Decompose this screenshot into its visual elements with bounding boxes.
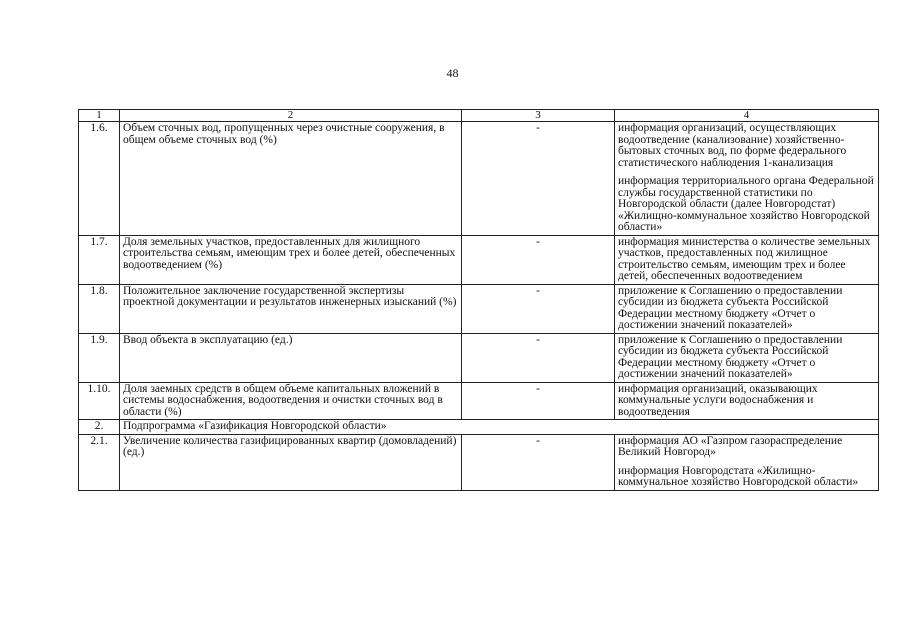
- indicator-text: Положительное заключение государственной экспертизы проектной документации и результатов инженерных изысканий (%): [120, 284, 462, 333]
- source-cell: [615, 235, 879, 284]
- table-row: [79, 333, 879, 382]
- base-value: -: [462, 235, 615, 284]
- source-text: приложение к Соглашению о предоставлении субсидии из бюджета субъекта Российской Федерации местному бюджету «Отчет о достижении значений показателей»: [618, 284, 843, 331]
- indicators-table: [78, 109, 879, 491]
- row-number: 1.10.: [79, 382, 120, 420]
- table-row: [79, 382, 879, 420]
- source-cell: [615, 333, 879, 382]
- source-text: информация организаций, осуществляющих водоотведение (канализование) хозяйственно-бытовых сточных вод, по форме федерального статистического наблюдения 1-канализация: [618, 122, 847, 169]
- column-header: 3: [462, 110, 615, 122]
- indicator-text: Доля земельных участков, предоставленных для жилищного строительства семьям, имеющим трех и более детей, обеспеченных водоотведением (%): [120, 235, 462, 284]
- table-row: [79, 284, 879, 333]
- indicator-text: Увеличение количества газифицированных квартир (домовладений) (ед.): [120, 434, 462, 490]
- indicator-text: Объем сточных вод, пропущенных через очистные сооружения, в общем объеме сточных вод (%): [120, 122, 462, 236]
- table-row: [79, 235, 879, 284]
- table-row: [79, 122, 879, 236]
- table-row: [79, 434, 879, 490]
- source-text: информация АО «Газпром газораспределение Великий Новгород»: [618, 434, 843, 458]
- source-cell: [615, 122, 879, 236]
- base-value: -: [462, 333, 615, 382]
- column-header: 2: [120, 110, 462, 122]
- source-cell: [615, 382, 879, 420]
- section-title: Подпрограмма «Газификация Новгородской области»: [120, 420, 879, 435]
- source-text: приложение к Соглашению о предоставлении субсидии из бюджета субъекта Российской Федерации местному бюджету «Отчет о достижении значений показателей»: [618, 333, 843, 380]
- section-number: 2.: [79, 420, 120, 435]
- indicator-text: Ввод объекта в эксплуатацию (ед.): [120, 333, 462, 382]
- source-text: информация организаций, оказывающих коммунальные услуги водоснабжения и водоотведения: [618, 382, 818, 418]
- base-value: -: [462, 122, 615, 236]
- indicator-text: Доля заемных средств в общем объеме капитальных вложений в системы водоснабжения, водоотведения и очистки сточных вод в области (%): [120, 382, 462, 420]
- page-number: 48: [446, 66, 459, 80]
- row-number: 1.6.: [79, 122, 120, 236]
- base-value: -: [462, 284, 615, 333]
- row-number: 1.9.: [79, 333, 120, 382]
- column-header: 4: [615, 110, 879, 122]
- table-header-row: [79, 110, 879, 122]
- row-number: 1.7.: [79, 235, 120, 284]
- source-text: информация территориального органа Федеральной службы государственной статистики по Новгородской области (далее Новгородстат) «Жилищно-коммунальное хозяйство Новгородской области»: [618, 175, 874, 233]
- row-number: 2.1.: [79, 434, 120, 490]
- source-text: информация министерства о количестве земельных участков, предоставленных под жилищное строительство семьям, имеющим трех и более детей, обеспеченных водоотведением: [618, 235, 871, 282]
- column-header: 1: [79, 110, 120, 122]
- base-value: -: [462, 382, 615, 420]
- section-row: [79, 420, 879, 435]
- source-cell: [615, 284, 879, 333]
- source-text: информация Новгородстата «Жилищно-коммунальное хозяйство Новгородской области»: [618, 464, 859, 488]
- row-number: 1.8.: [79, 284, 120, 333]
- source-cell: [615, 434, 879, 490]
- base-value: -: [462, 434, 615, 490]
